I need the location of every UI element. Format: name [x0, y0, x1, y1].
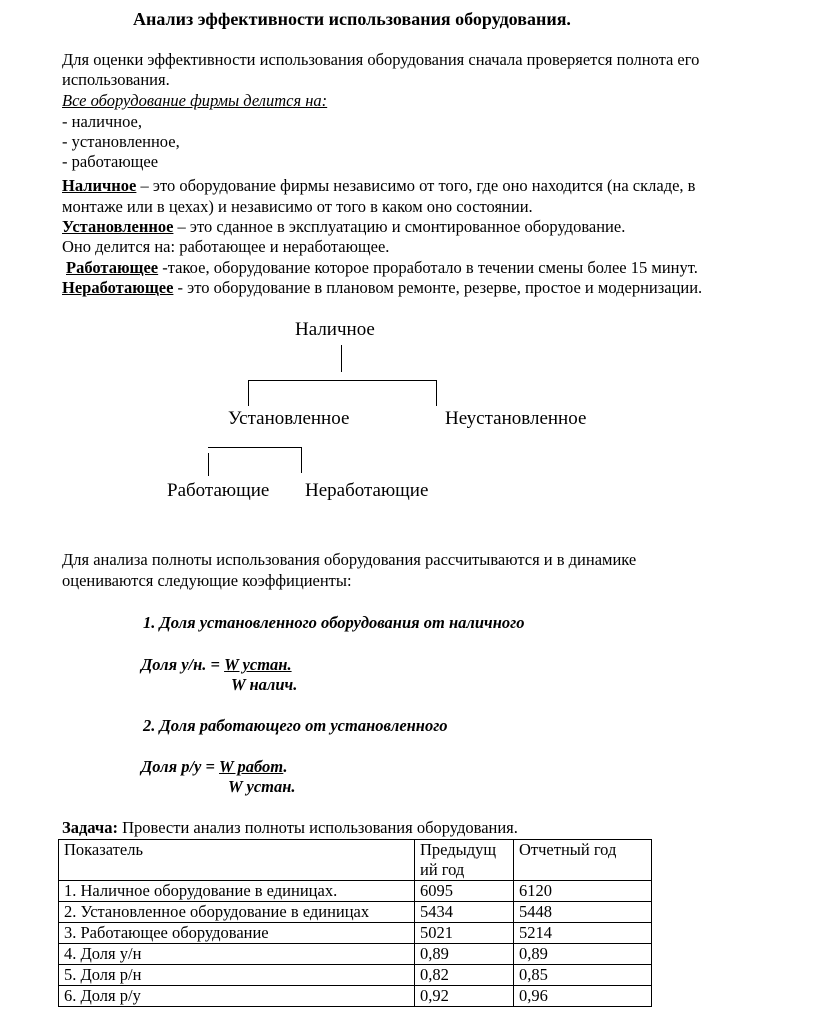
coef2-heading: 2. Доля работающего от установленного	[143, 716, 448, 735]
tree-node-installed: Установленное	[228, 408, 350, 429]
cell: 5. Доля р/н	[59, 965, 415, 986]
table-row	[59, 965, 652, 986]
cell: 4. Доля у/н	[59, 944, 415, 965]
cell: 5214	[514, 923, 652, 944]
division-heading: Все оборудование фирмы делится на:	[62, 91, 328, 110]
tree-node-not-installed: Неустановленное	[445, 408, 587, 429]
document-title: Анализ эффективности использования оборудования.	[133, 9, 571, 29]
task-statement	[62, 818, 518, 838]
division-item: - наличное,	[62, 112, 143, 131]
coef1-formula	[141, 655, 292, 675]
division-item: - установленное,	[62, 132, 180, 151]
cell: 0,89	[514, 944, 652, 965]
tree-connector	[248, 380, 437, 381]
formula-lhs: Доля у/н. =	[141, 655, 225, 674]
tree-node-working: Работающие	[167, 480, 270, 501]
formula-numerator: W работ	[219, 757, 284, 776]
definition-available	[62, 176, 695, 196]
cell: 6120	[514, 881, 652, 902]
tree-connector	[208, 447, 302, 448]
table-row	[59, 923, 652, 944]
formula-dot: .	[283, 757, 288, 776]
cell: 0,89	[415, 944, 514, 965]
cell: 1. Наличное оборудование в единицах.	[59, 881, 415, 902]
definition-installed	[62, 217, 625, 237]
cell: 0,82	[415, 965, 514, 986]
term: Наличное	[62, 176, 137, 195]
table-header-row	[59, 840, 652, 881]
definition-available-cont: монтаже или в цехах) и независимо от того в каком оно состоянии.	[62, 197, 533, 216]
tree-connector	[301, 447, 302, 473]
coef1-heading: 1. Доля установленного оборудования от наличного	[143, 613, 525, 632]
definition-text: - это оборудование в плановом ремонте, резерве, простое и модернизации.	[173, 278, 703, 297]
table-row	[59, 881, 652, 902]
cell: 0,92	[415, 986, 514, 1007]
formula-numerator: W устан.	[224, 655, 292, 674]
tree-node-idle: Неработающие	[305, 480, 429, 501]
cell: 5434	[415, 902, 514, 923]
installed-split: Оно делится на: работающее и неработающее.	[62, 237, 390, 256]
cell: 6095	[415, 881, 514, 902]
analysis-intro-2: оцениваются следующие коэффициенты:	[62, 571, 352, 590]
definition-text: – это оборудование фирмы независимо от того, где оно находится (на складе, в	[136, 176, 696, 195]
intro-line-1: Для оценки эффективности использования оборудования сначала проверяется полнота его	[62, 50, 700, 69]
division-item: - работающее	[62, 152, 159, 171]
cell: 5448	[514, 902, 652, 923]
tree-connector	[436, 380, 437, 406]
data-table	[58, 839, 652, 1007]
definition-text: -такое, оборудование которое проработало в течении смены более 15 минут.	[158, 258, 698, 277]
cell: 6. Доля р/у	[59, 986, 415, 1007]
cell: 2. Установленное оборудование в единицах	[59, 902, 415, 923]
cell: 0,96	[514, 986, 652, 1007]
definition-idle	[62, 278, 702, 298]
cell: 0,85	[514, 965, 652, 986]
coef1-denominator: W налич.	[231, 675, 298, 694]
table-row	[59, 902, 652, 923]
definition-text: – это сданное в эксплуатацию и смонтированное оборудование.	[173, 217, 626, 236]
term: Работающее	[66, 258, 159, 277]
task-text: Провести анализ полноты использования оборудования.	[117, 818, 518, 837]
tree-node-root: Наличное	[295, 319, 375, 340]
table-row	[59, 986, 652, 1007]
definition-working	[66, 258, 698, 278]
header-line: Предыдущ	[420, 840, 497, 859]
task-label: Задача:	[62, 818, 118, 837]
coef2-denominator: W устан.	[228, 777, 296, 796]
tree-connector	[248, 380, 249, 406]
header-cell: Отчетный год	[514, 840, 652, 881]
table-row	[59, 944, 652, 965]
intro-line-2: использования.	[62, 70, 170, 89]
cell: 5021	[415, 923, 514, 944]
header-cell	[415, 840, 514, 881]
formula-lhs: Доля р/у =	[141, 757, 220, 776]
header-line: ий год	[420, 860, 465, 879]
coef2-formula	[141, 757, 287, 777]
cell: 3. Работающее оборудование	[59, 923, 415, 944]
tree-connector	[341, 345, 342, 372]
term: Установленное	[62, 217, 174, 236]
tree-connector	[208, 453, 209, 476]
analysis-intro-1: Для анализа полноты использования оборудования рассчитываются и в динамике	[62, 550, 637, 569]
header-cell: Показатель	[59, 840, 415, 881]
term: Неработающее	[62, 278, 174, 297]
